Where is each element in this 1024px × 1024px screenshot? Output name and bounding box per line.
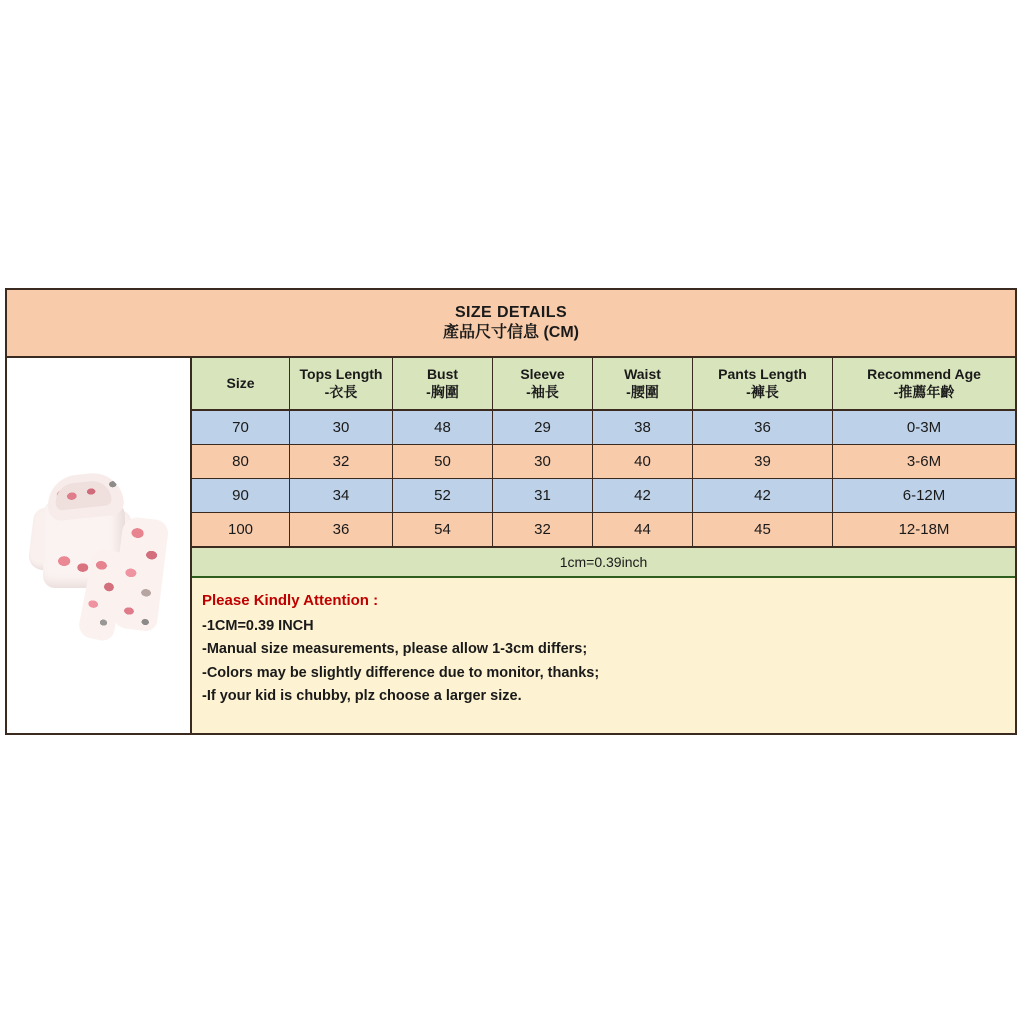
column-header-tops-length-en: Tops Length: [299, 366, 383, 382]
table-row: [192, 445, 1015, 479]
product-image-pane: [7, 358, 192, 733]
chart-title-english: SIZE DETAILS: [454, 303, 568, 321]
column-header-bust-en: Bust: [426, 366, 459, 382]
cell-size: 70: [192, 411, 290, 444]
attention-notes-pane: [192, 578, 1015, 733]
chart-title-band: [7, 290, 1015, 358]
cell-waist: 40: [593, 445, 693, 478]
table-header-row: [192, 358, 1015, 411]
cell-bust: 48: [393, 411, 493, 444]
size-chart-table: [5, 288, 1017, 735]
column-header-pants-length-en: Pants Length: [718, 366, 807, 382]
cell-sleeve: 29: [493, 411, 593, 444]
table-row: [192, 411, 1015, 445]
cell-pants-length: 39: [693, 445, 833, 478]
column-header-pants-length-cn: -褲長: [746, 383, 779, 400]
column-header-waist: [593, 358, 693, 409]
product-photo-baby-floral-hoodie-set: [25, 458, 175, 643]
attention-note-line: -Colors may be slightly difference due to monitor, thanks;: [202, 664, 600, 681]
measurement-grid: [192, 358, 1015, 733]
column-header-sleeve-cn: -袖長: [526, 383, 559, 400]
cell-waist: 44: [593, 513, 693, 546]
cell-waist: 42: [593, 479, 693, 512]
attention-note-line: -Manual size measurements, please allow 1-3cm differs;: [202, 641, 588, 658]
cell-tops-length: 30: [290, 411, 393, 444]
cell-tops-length: 34: [290, 479, 393, 512]
cell-waist: 38: [593, 411, 693, 444]
cell-tops-length: 32: [290, 445, 393, 478]
cell-tops-length: 36: [290, 513, 393, 546]
cell-pants-length: 36: [693, 411, 833, 444]
column-header-bust: [393, 358, 493, 409]
cell-recommend-age: 3-6M: [906, 453, 942, 470]
cell-size: 100: [192, 513, 290, 546]
cell-recommend-age: 12-18M: [898, 521, 950, 538]
cell-bust: 54: [393, 513, 493, 546]
column-header-bust-cn: -胸圍: [426, 383, 459, 400]
column-header-waist-cn: -腰圍: [626, 383, 659, 400]
cell-sleeve: 30: [493, 445, 593, 478]
column-header-waist-en: Waist: [624, 366, 661, 382]
column-header-tops-length: [290, 358, 393, 409]
chart-body: [7, 358, 1015, 733]
cell-bust: 52: [393, 479, 493, 512]
cell-sleeve: 32: [493, 513, 593, 546]
column-header-recommend-age-en: Recommend Age: [867, 366, 981, 382]
cell-size: 80: [192, 445, 290, 478]
unit-conversion-row: 1cm=0.39inch: [192, 547, 1015, 578]
cell-pants-length: 45: [693, 513, 833, 546]
cell-sleeve: 31: [493, 479, 593, 512]
chart-title-chinese: 產品尺寸信息 (CM): [443, 324, 579, 341]
attention-note-line: -If your kid is chubby, plz choose a larger size.: [202, 688, 522, 705]
attention-note-line: -1CM=0.39 INCH: [202, 617, 314, 634]
table-row: [192, 479, 1015, 513]
cell-recommend-age: 0-3M: [906, 419, 942, 436]
column-header-sleeve-en: Sleeve: [520, 366, 565, 382]
column-header-recommend-age: [833, 358, 1015, 409]
attention-notes-title: Please Kindly Attention :: [202, 592, 379, 609]
cell-pants-length: 42: [693, 479, 833, 512]
cell-size: 90: [192, 479, 290, 512]
table-row: [192, 513, 1015, 547]
column-header-tops-length-cn: -衣長: [324, 383, 358, 400]
column-header-recommend-age-cn: -推薦年齡: [893, 383, 955, 400]
column-header-sleeve: [493, 358, 593, 409]
cell-bust: 50: [393, 445, 493, 478]
column-header-pants-length: [693, 358, 833, 409]
column-header-size-en: Size: [226, 374, 255, 391]
cell-recommend-age: 6-12M: [902, 487, 946, 504]
column-header-size: [192, 358, 290, 409]
